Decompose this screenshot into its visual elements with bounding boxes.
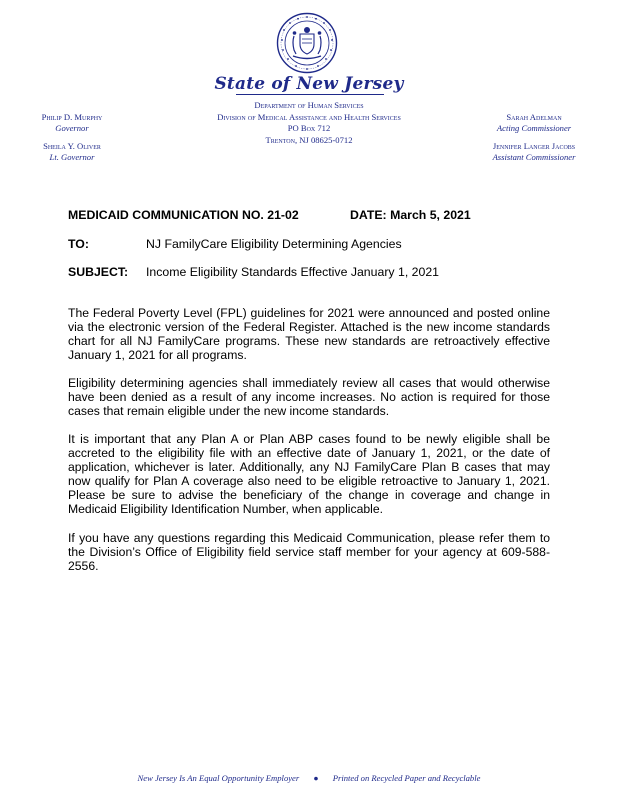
asst-commissioner-block	[472, 141, 596, 162]
po-box: PO Box 712	[287, 123, 331, 134]
communication-number: MEDICAID COMMUNICATION NO. 21-02	[68, 208, 299, 222]
state-title: State of New Jersey	[214, 74, 404, 94]
to-label: TO:	[68, 237, 89, 251]
governor-title: Governor	[55, 122, 89, 133]
state-seal-icon	[276, 12, 338, 74]
governor-block	[14, 112, 130, 133]
to-value: NJ FamilyCare Eligibility Determining Agencies	[146, 237, 402, 251]
footer	[0, 773, 618, 783]
footer-bullet-icon: ●	[313, 773, 319, 783]
lt-governor-title: Lt. Governor	[49, 151, 95, 162]
asst-commissioner-name: Jennifer Langer Jacobs	[492, 141, 576, 151]
body-paragraph-2: Eligibility determining agencies shall immediately review all cases that would otherwise have been denied as a result of any income increases. No action is required for those cases that remain eligible under the new income standards.	[68, 376, 550, 418]
department-name: Department of Human Services	[254, 100, 364, 110]
subject-value: Income Eligibility Standards Effective January 1, 2021	[146, 265, 440, 279]
footer-eoe-text: New Jersey Is An Equal Opportunity Employer	[137, 773, 300, 783]
memo-date: DATE: March 5, 2021	[350, 208, 471, 222]
commissioner-title: Acting Commissioner	[496, 122, 572, 133]
lt-governor-name: Sheila Y. Oliver	[43, 141, 101, 151]
department-address	[150, 100, 468, 146]
title-underline	[236, 94, 384, 95]
footer-recycled-text: Printed on Recycled Paper and Recyclable	[332, 773, 481, 783]
commissioner-block	[472, 112, 596, 133]
subject-label: SUBJECT:	[68, 265, 129, 279]
governor-name: Philip D. Murphy	[41, 112, 103, 122]
body-paragraph-1: The Federal Poverty Level (FPL) guidelines for 2021 were announced and posted online via the electronic version of the Federal Register. Attached is the new income standards chart for all NJ FamilyCare programs. These new standards are retroactively effective January 1, 2021 for all programs.	[68, 306, 550, 362]
division-name: Division of Medical Assistance and Health Services	[217, 111, 401, 122]
lt-governor-block	[14, 141, 130, 162]
body-paragraph-3: It is important that any Plan A or Plan ABP cases found to be newly eligible shall be accreted to the eligibility file with an effective date of January 1, 2021, or the date of application, whichever is later. Additionally, any NJ FamilyCare Plan B cases that may now qualify for Plan A coverage also need to be eligible retroactive to January 1, 2021. Please be sure to advise the beneficiary of the change in coverage and change in Medicaid Eligibility Identification Number, when applicable.	[68, 432, 550, 516]
commissioner-name: Sarah Adelman	[506, 112, 562, 122]
asst-commissioner-title: Assistant Commissioner	[492, 151, 576, 162]
body-paragraph-4: If you have any questions regarding this Medicaid Communication, please refer them to the Division’s Office of Eligibility field service staff member for your agency at 609-588-2556.	[68, 531, 550, 573]
city-address: Trenton, NJ 08625-0712	[265, 134, 353, 145]
